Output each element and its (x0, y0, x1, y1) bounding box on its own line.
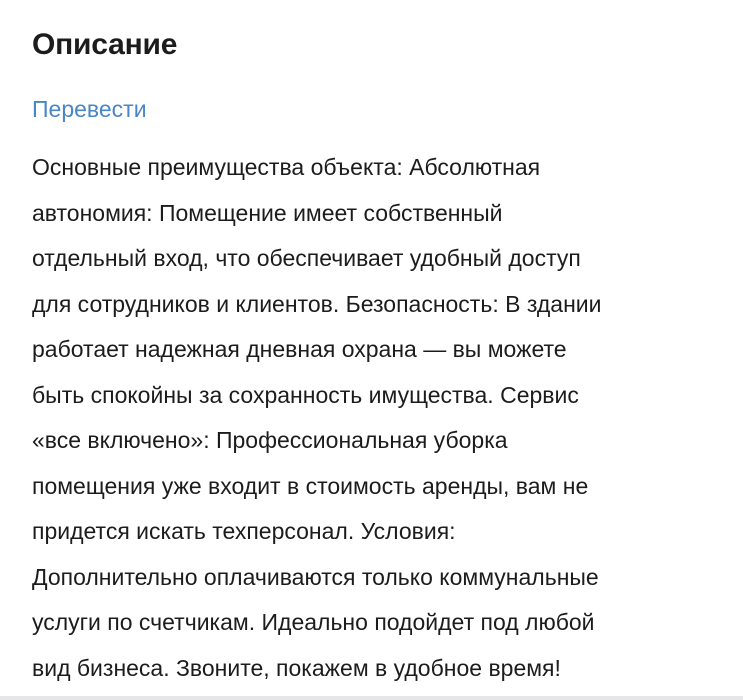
section-title: Описание (32, 28, 178, 61)
description-line: автономия: Помещение имеет собственный (32, 199, 503, 226)
description-line: Основные преимущества объекта: Абсолютная (32, 154, 541, 180)
description-line: работает надежная дневная охрана — вы можете (32, 336, 567, 362)
description-line: Дополнительно оплачиваются только коммунальные (32, 563, 599, 590)
description-line: вид бизнеса. Звоните, покажем в удобное время! (32, 654, 561, 681)
description-line: для сотрудников и клиентов. Безопасность: В здании (32, 290, 602, 317)
description-line: отдельный вход, что обеспечивает удобный доступ (32, 245, 581, 271)
description-line: помещения уже входит в стоимость аренды, вам не (32, 472, 589, 499)
translate-link[interactable]: Перевести (32, 96, 147, 122)
description-line: услуги по счетчикам. Идеально подойдет под любой (32, 609, 595, 635)
description-line: быть спокойны за сохранность имущества. Сервис (32, 381, 579, 408)
description-text (32, 145, 722, 691)
description-line: «все включено»: Профессиональная уборка (32, 427, 508, 453)
description-line: придется искать техперсонал. Условия: (32, 518, 456, 544)
bottom-divider (0, 696, 743, 700)
